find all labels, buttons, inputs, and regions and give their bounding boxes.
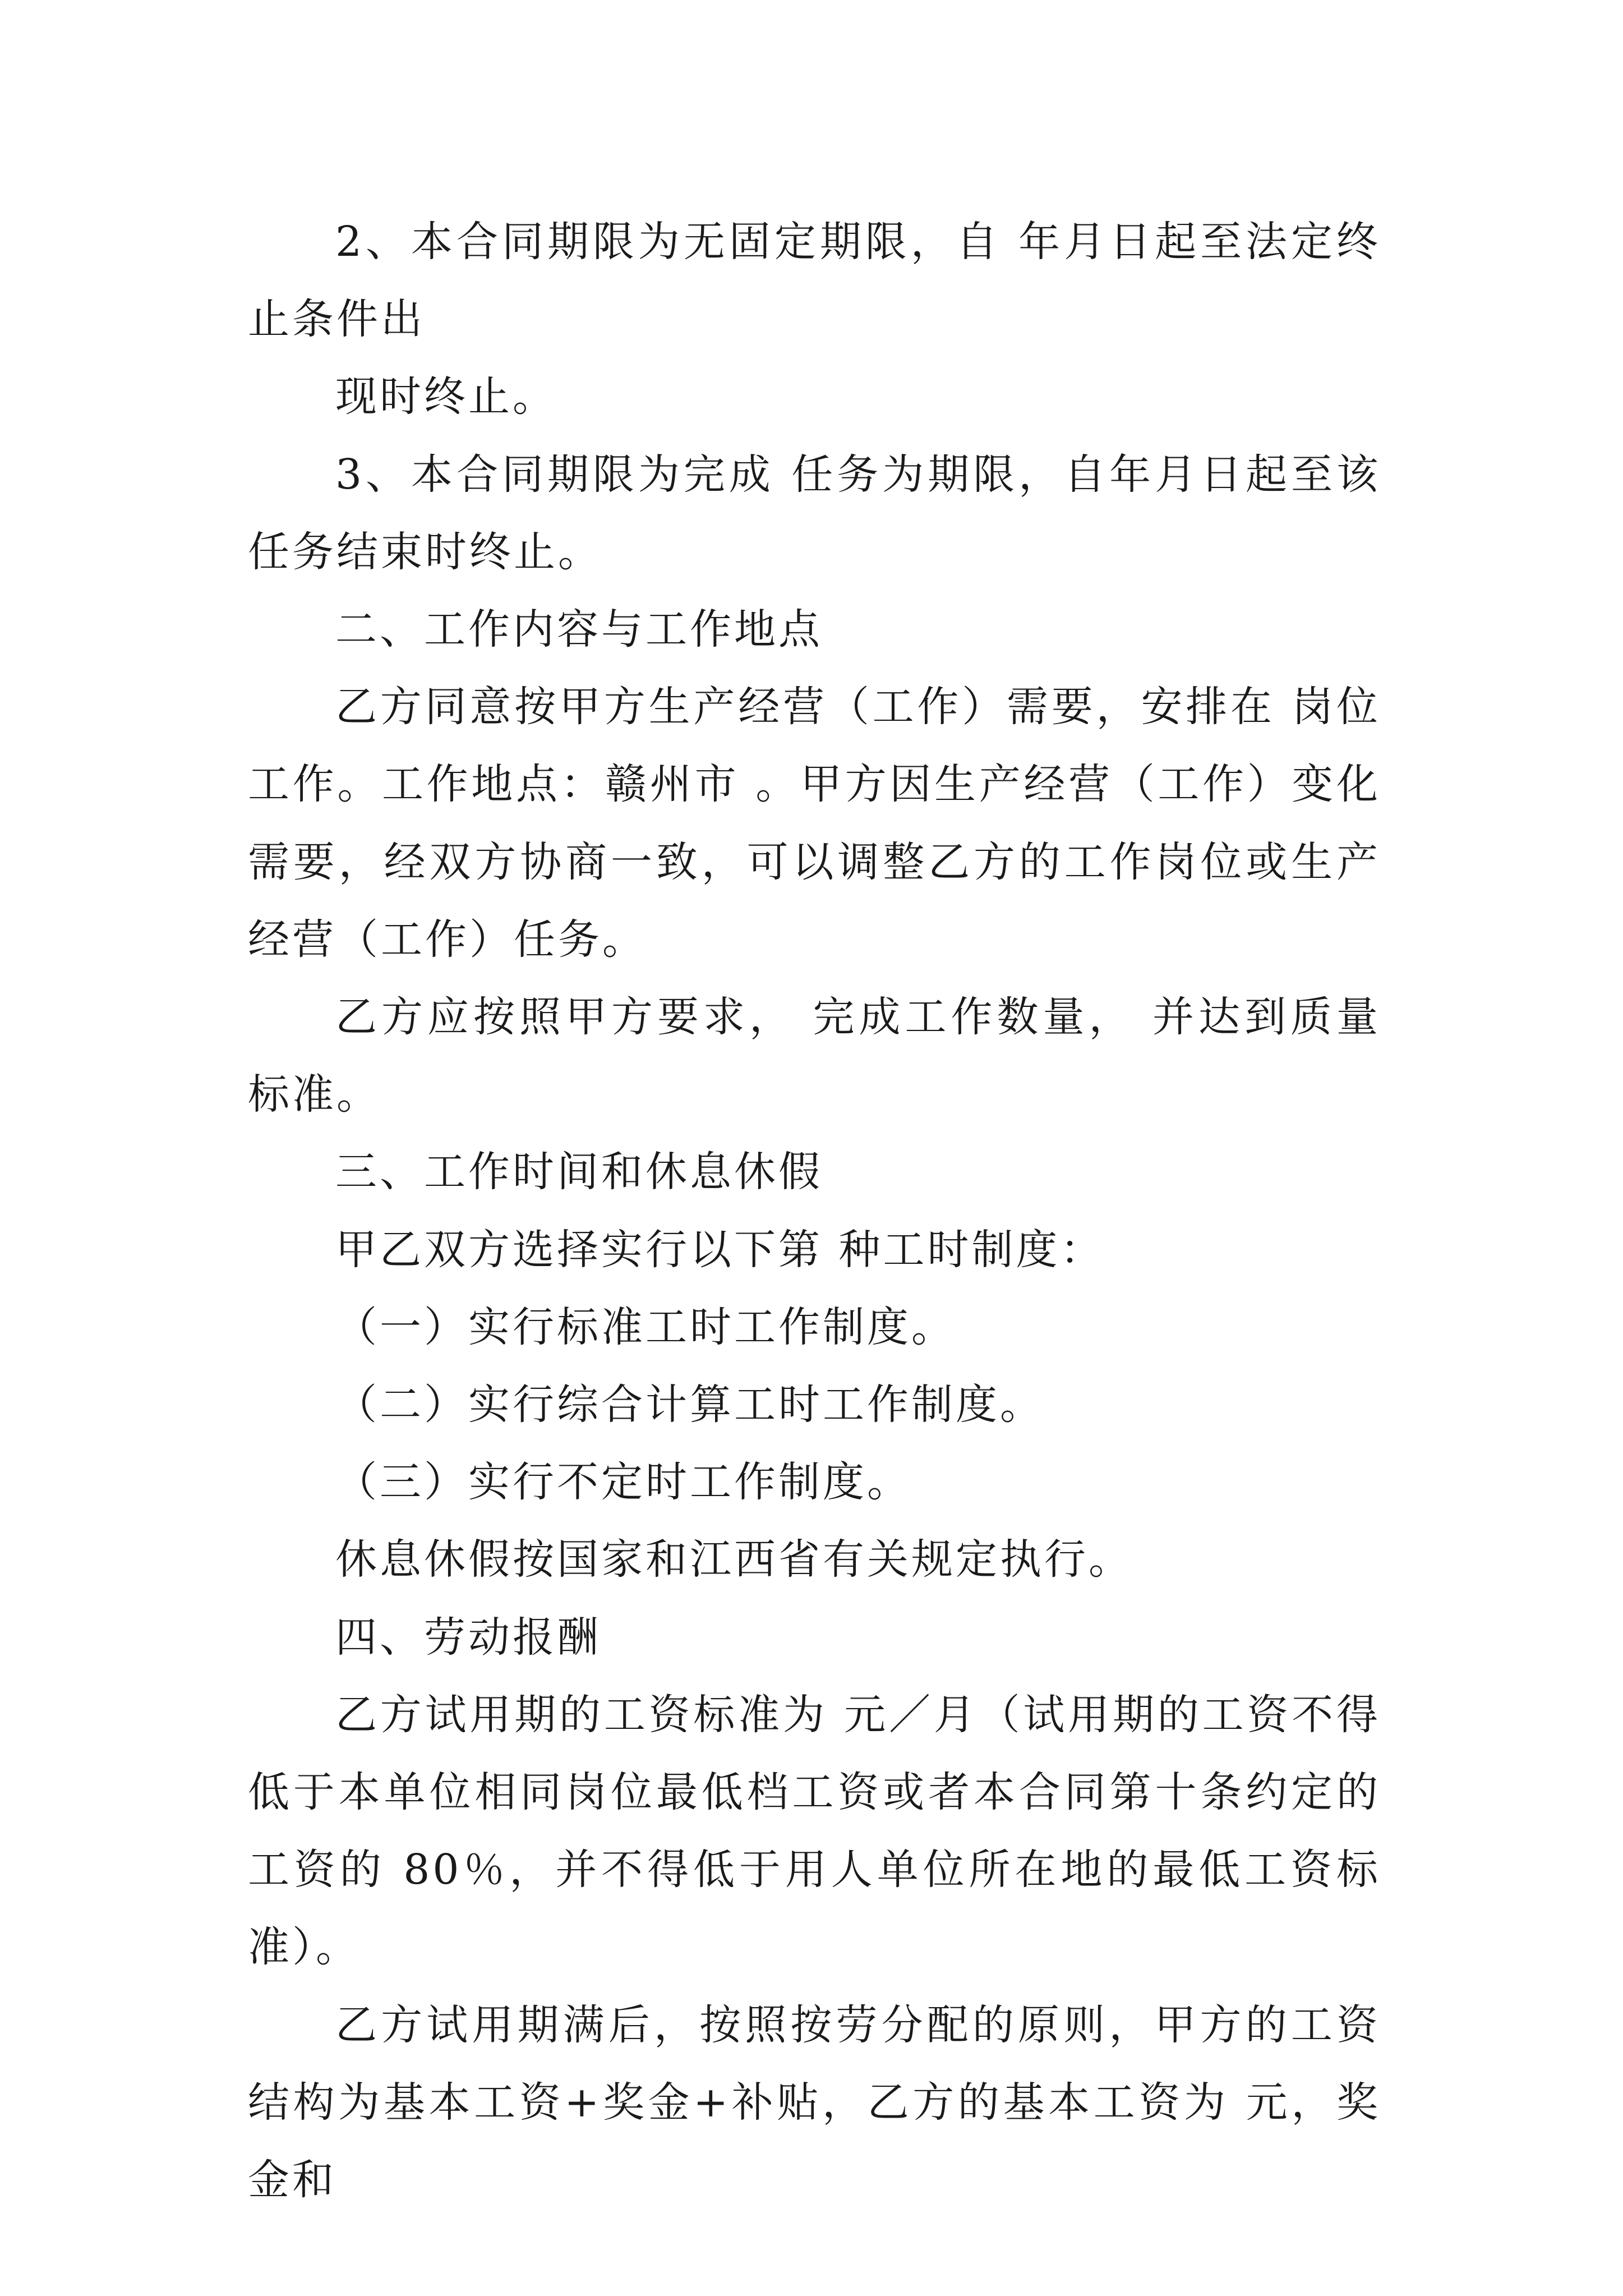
paragraph-work-assignment: 乙方同意按甲方生产经营（工作）需要，安排在 岗位工作。工作地点：赣州市 。甲方因生产经营（工作）变化需要，经双方协商一致，可以调整乙方的工作岗位或生产经营（工作）任务。 <box>248 683 1381 964</box>
paragraph-probation-salary: 乙方试用期的工资标准为 元／月（试用期的工资不得低于本单位相同岗位最低档工资或者本合同第十条约定的工资的 80％，并不得低于用人单位所在地的最低工资标准）。 <box>248 1690 1381 1972</box>
clause-3-term-task: 3、本合同期限为完成 任务为期限，自年月日起至该任务结束时终止。 <box>248 450 1381 576</box>
section-heading-remuneration: 四、劳动报酬 <box>335 1613 601 1662</box>
list-item-flexible-hours: （三）实行不定时工作制度。 <box>335 1458 911 1507</box>
section-heading-work-content: 二、工作内容与工作地点 <box>335 605 823 654</box>
paragraph-hours-system: 甲乙双方选择实行以下第 种工时制度： <box>335 1225 1105 1274</box>
clause-2-term-indefinite-continued: 现时终止。 <box>335 372 557 421</box>
paragraph-work-quality: 乙方应按照甲方要求， 完成工作数量， 并达到质量标准。 <box>248 993 1381 1119</box>
document-body <box>248 203 1381 2219</box>
section-heading-working-hours: 三、工作时间和休息休假 <box>335 1148 823 1197</box>
paragraph-rest-leave: 休息休假按国家和江西省有关规定执行。 <box>335 1535 1133 1584</box>
clause-2-term-indefinite: 2、本合同期限为无固定期限，自 年月日起至法定终止条件出 <box>248 218 1381 344</box>
paragraph-salary-structure: 乙方试用期满后，按照按劳分配的原则，甲方的工资结构为基本工资+奖金+补贴，乙方的基本工资为 元，奖金和 <box>248 2000 1381 2205</box>
list-item-comprehensive-hours: （二）实行综合计算工时工作制度。 <box>335 1381 1044 1429</box>
list-item-standard-hours: （一）实行标准工时工作制度。 <box>335 1303 956 1351</box>
